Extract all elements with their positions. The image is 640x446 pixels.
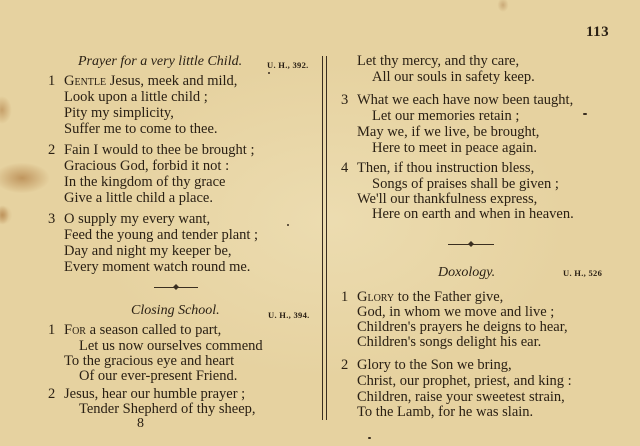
verse-number: 1 <box>48 322 56 338</box>
verse-number: 4 <box>341 160 349 176</box>
verse-first-word: Glory <box>357 289 395 305</box>
ink-speck <box>583 113 587 115</box>
verse-line: To the Lamb, for he was slain. <box>357 404 534 420</box>
verse-line: God, in whom we move and live ; <box>357 304 555 320</box>
ink-speck <box>287 224 289 226</box>
verse-line: Children, raise your sweetest strain, <box>357 389 565 405</box>
verse-first-word: For <box>64 322 86 338</box>
verse-number: 3 <box>48 211 56 227</box>
page-number: 113 <box>586 24 610 40</box>
verse-line: Every moment watch round me. <box>64 259 251 275</box>
source-reference: U. H., 526 <box>563 268 603 278</box>
verse-line: Give a little child a place. <box>64 190 213 206</box>
verse-line: All our souls in safety keep. <box>372 69 535 85</box>
verse-line: May we, if we live, be brought, <box>357 124 540 140</box>
ink-speck <box>368 437 371 439</box>
verse-number: 3 <box>341 92 349 108</box>
verse-number: 2 <box>341 357 349 373</box>
verse-line <box>64 322 221 338</box>
verse-line: We'll our thankfulness express, <box>357 191 538 207</box>
verse-line: Children's prayers he deigns to hear, <box>357 319 568 335</box>
ink-speck <box>268 72 270 74</box>
verse-line: Let us now ourselves commend <box>79 338 263 354</box>
verse-line: Day and night my keeper be, <box>64 243 232 259</box>
verse-line <box>357 289 503 305</box>
verse-line: Of our ever-present Friend. <box>79 368 238 384</box>
ornament-diamond-icon <box>173 284 179 290</box>
verse-line: Here on earth and when in heaven. <box>372 206 574 222</box>
verse-line-text: to the Father give, <box>394 289 504 305</box>
verse-line: Christ, our prophet, priest, and king : <box>357 373 572 389</box>
source-reference: U. H., 394. <box>268 310 310 320</box>
verse-line: Pity my simplicity, <box>64 105 174 121</box>
verse-line: Tender Shepherd of thy sheep, <box>79 401 256 417</box>
verse-line: Songs of praises shall be given ; <box>372 176 559 192</box>
verse-line: Fain I would to thee be brought ; <box>64 142 255 158</box>
verse-line: Feed the young and tender plant ; <box>64 227 259 243</box>
verse-line: Here to meet in peace again. <box>372 140 538 156</box>
verse-number: 2 <box>48 142 56 158</box>
section-ornament <box>448 241 494 247</box>
verse-line: In the kingdom of thy grace <box>64 174 226 190</box>
verse-line: What we each have now been taught, <box>357 92 574 108</box>
verse-line: Children's songs delight his ear. <box>357 334 542 350</box>
signature-mark: 8 <box>137 416 144 431</box>
verse-number: 1 <box>341 289 349 305</box>
hymn-title: Closing School. <box>131 303 220 318</box>
verse-number: 1 <box>48 73 56 89</box>
verse-line: Look upon a little child ; <box>64 89 208 105</box>
verse-line: To the gracious eye and heart <box>64 353 235 369</box>
verse-line-text: a season called to part, <box>85 322 222 338</box>
source-reference: U. H., 392. <box>267 60 309 70</box>
verse-line: Gracious God, forbid it not : <box>64 158 230 174</box>
hymn-title: Prayer for a very little Child. <box>78 54 243 69</box>
verse-line: Glory to the Son we bring, <box>357 357 512 373</box>
column-divider <box>322 56 327 420</box>
verse-line: Then, if thou instruction bless, <box>357 160 535 176</box>
section-ornament <box>154 284 198 290</box>
hymn-title: Doxology. <box>438 265 496 280</box>
verse-line: Jesus, hear our humble prayer ; <box>64 386 246 402</box>
verse-line: Suffer me to come to thee. <box>64 121 218 137</box>
verse-line-text: Jesus, meek and mild, <box>106 73 238 89</box>
verse-line: Let thy mercy, and thy care, <box>357 53 520 69</box>
verse-line <box>64 73 237 89</box>
verse-number: 2 <box>48 386 56 402</box>
verse-line: O supply my every want, <box>64 211 211 227</box>
ornament-diamond-icon <box>468 241 474 247</box>
verse-line: Let our memories retain ; <box>372 108 520 124</box>
verse-first-word: Gentle <box>64 73 107 89</box>
